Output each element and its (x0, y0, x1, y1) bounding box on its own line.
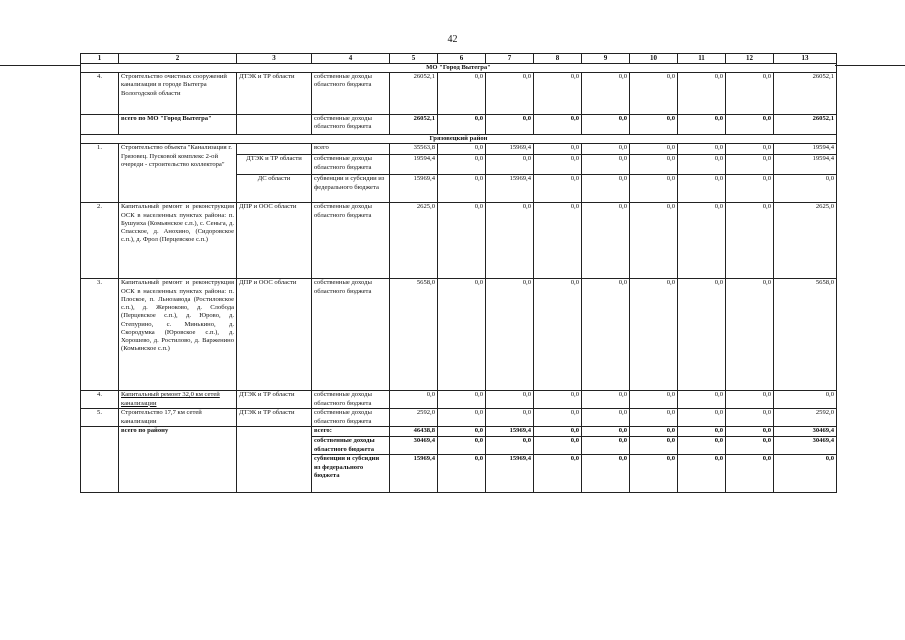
table-row: ДС области субвенции и субсидии из федерального бюджета 15969,4 0,0 15969,4 0,0 0,0 0,0 0,0 0,0 0,0 (81, 175, 837, 203)
table-row: ДТЭК и ТР области собственные доходы областного бюджета 19594,4 0,0 0,0 0,0 0,0 0,0 0,0 0,0 19594,4 (81, 155, 837, 175)
table-row-total: собственные доходы областного бюджета 30469,4 0,0 0,0 0,0 0,0 0,0 0,0 0,0 30469,4 (81, 437, 837, 455)
table-row-total: всего по МО "Город Вытегра" собственные доходы областного бюджета 26052,1 0,0 0,0 0,0 0,0 0,0 0,0 0,0 26052,1 (81, 115, 837, 135)
scan-rule-right (835, 65, 905, 66)
scan-rule-left (0, 65, 80, 66)
section-header-gryazovets: Грязовецкий район (81, 135, 837, 144)
table-row-total: субвенции и субсидии из федерального бюджета 15969,4 0,0 15969,4 0,0 0,0 0,0 0,0 0,0 0,0 (81, 455, 837, 493)
table-row: 5. Строительство 17,7 км сетей канализации ДТЭК и ТР области собственные доходы областного бюджета 2592,0 0,0 0,0 0,0 0,0 0,0 0,0 0,0 2592,0 (81, 409, 837, 427)
table-row: 1. Строительство объекта "Канализация г. Грязовец. Пусковой комплекс 2-ой очереди - строительство коллектора" всего 35563,8 0,0 15969,4 0,0 0,0 0,0 0,0 0,0 19594,4 (81, 144, 837, 155)
section-header-vytegra: МО "Город Вытегра" (81, 64, 837, 73)
table-row-total: всего по району всего: 46438,8 0,0 15969,4 0,0 0,0 0,0 0,0 0,0 30469,4 (81, 427, 837, 437)
financing-table (80, 53, 837, 493)
table-row: 3. Капитальный ремонт и реконструкция ОСК в населенных пунктах района: п. Плоское, п. Льнозавода (Ростиловское с.п.), д. Жерноково, д. Слобода (Перцевское с.п.), д. Юрово, д. Степурино, с. Минькино, д. Скородумка (Юровское с.п.), д. Хорошево, д. Ростилово, д. Варженино (Комьянское с.п.) ДПР и ООС области собственные доходы областного бюджета 5658,0 0,0 0,0 0,0 0,0 0,0 0,0 0,0 5658,0 (81, 279, 837, 391)
table-row: 4. Капитальный ремонт 32,0 км сетей канализации ДТЭК и ТР области собственные доходы областного бюджета 0,0 0,0 0,0 0,0 0,0 0,0 0,0 0,0 0,0 (81, 391, 837, 409)
column-number-row: 1 2 3 4 5 6 7 8 9 10 11 12 13 (81, 54, 837, 64)
table-row: 4. Строительство очистных сооружений канализации в городе Вытегра Вологодской области ДТЭК и ТР области собственные доходы областного бюджета 26052,1 0,0 0,0 0,0 0,0 0,0 0,0 0,0 26052,1 (81, 73, 837, 115)
page-number: 42 (447, 34, 458, 45)
table-row: 2. Капитальный ремонт и реконструкция ОСК в населенных пунктах района: п. Бушуиха (Комьянское с.п.), с. Сеньга, д. Спасское, д. Анохино, (Сидоровское с.п.), д. Фрол (Перцевское с.п.) ДПР и ООС области собственные доходы областного бюджета 2625,0 0,0 0,0 0,0 0,0 0,0 0,0 0,0 2625,0 (81, 203, 837, 279)
